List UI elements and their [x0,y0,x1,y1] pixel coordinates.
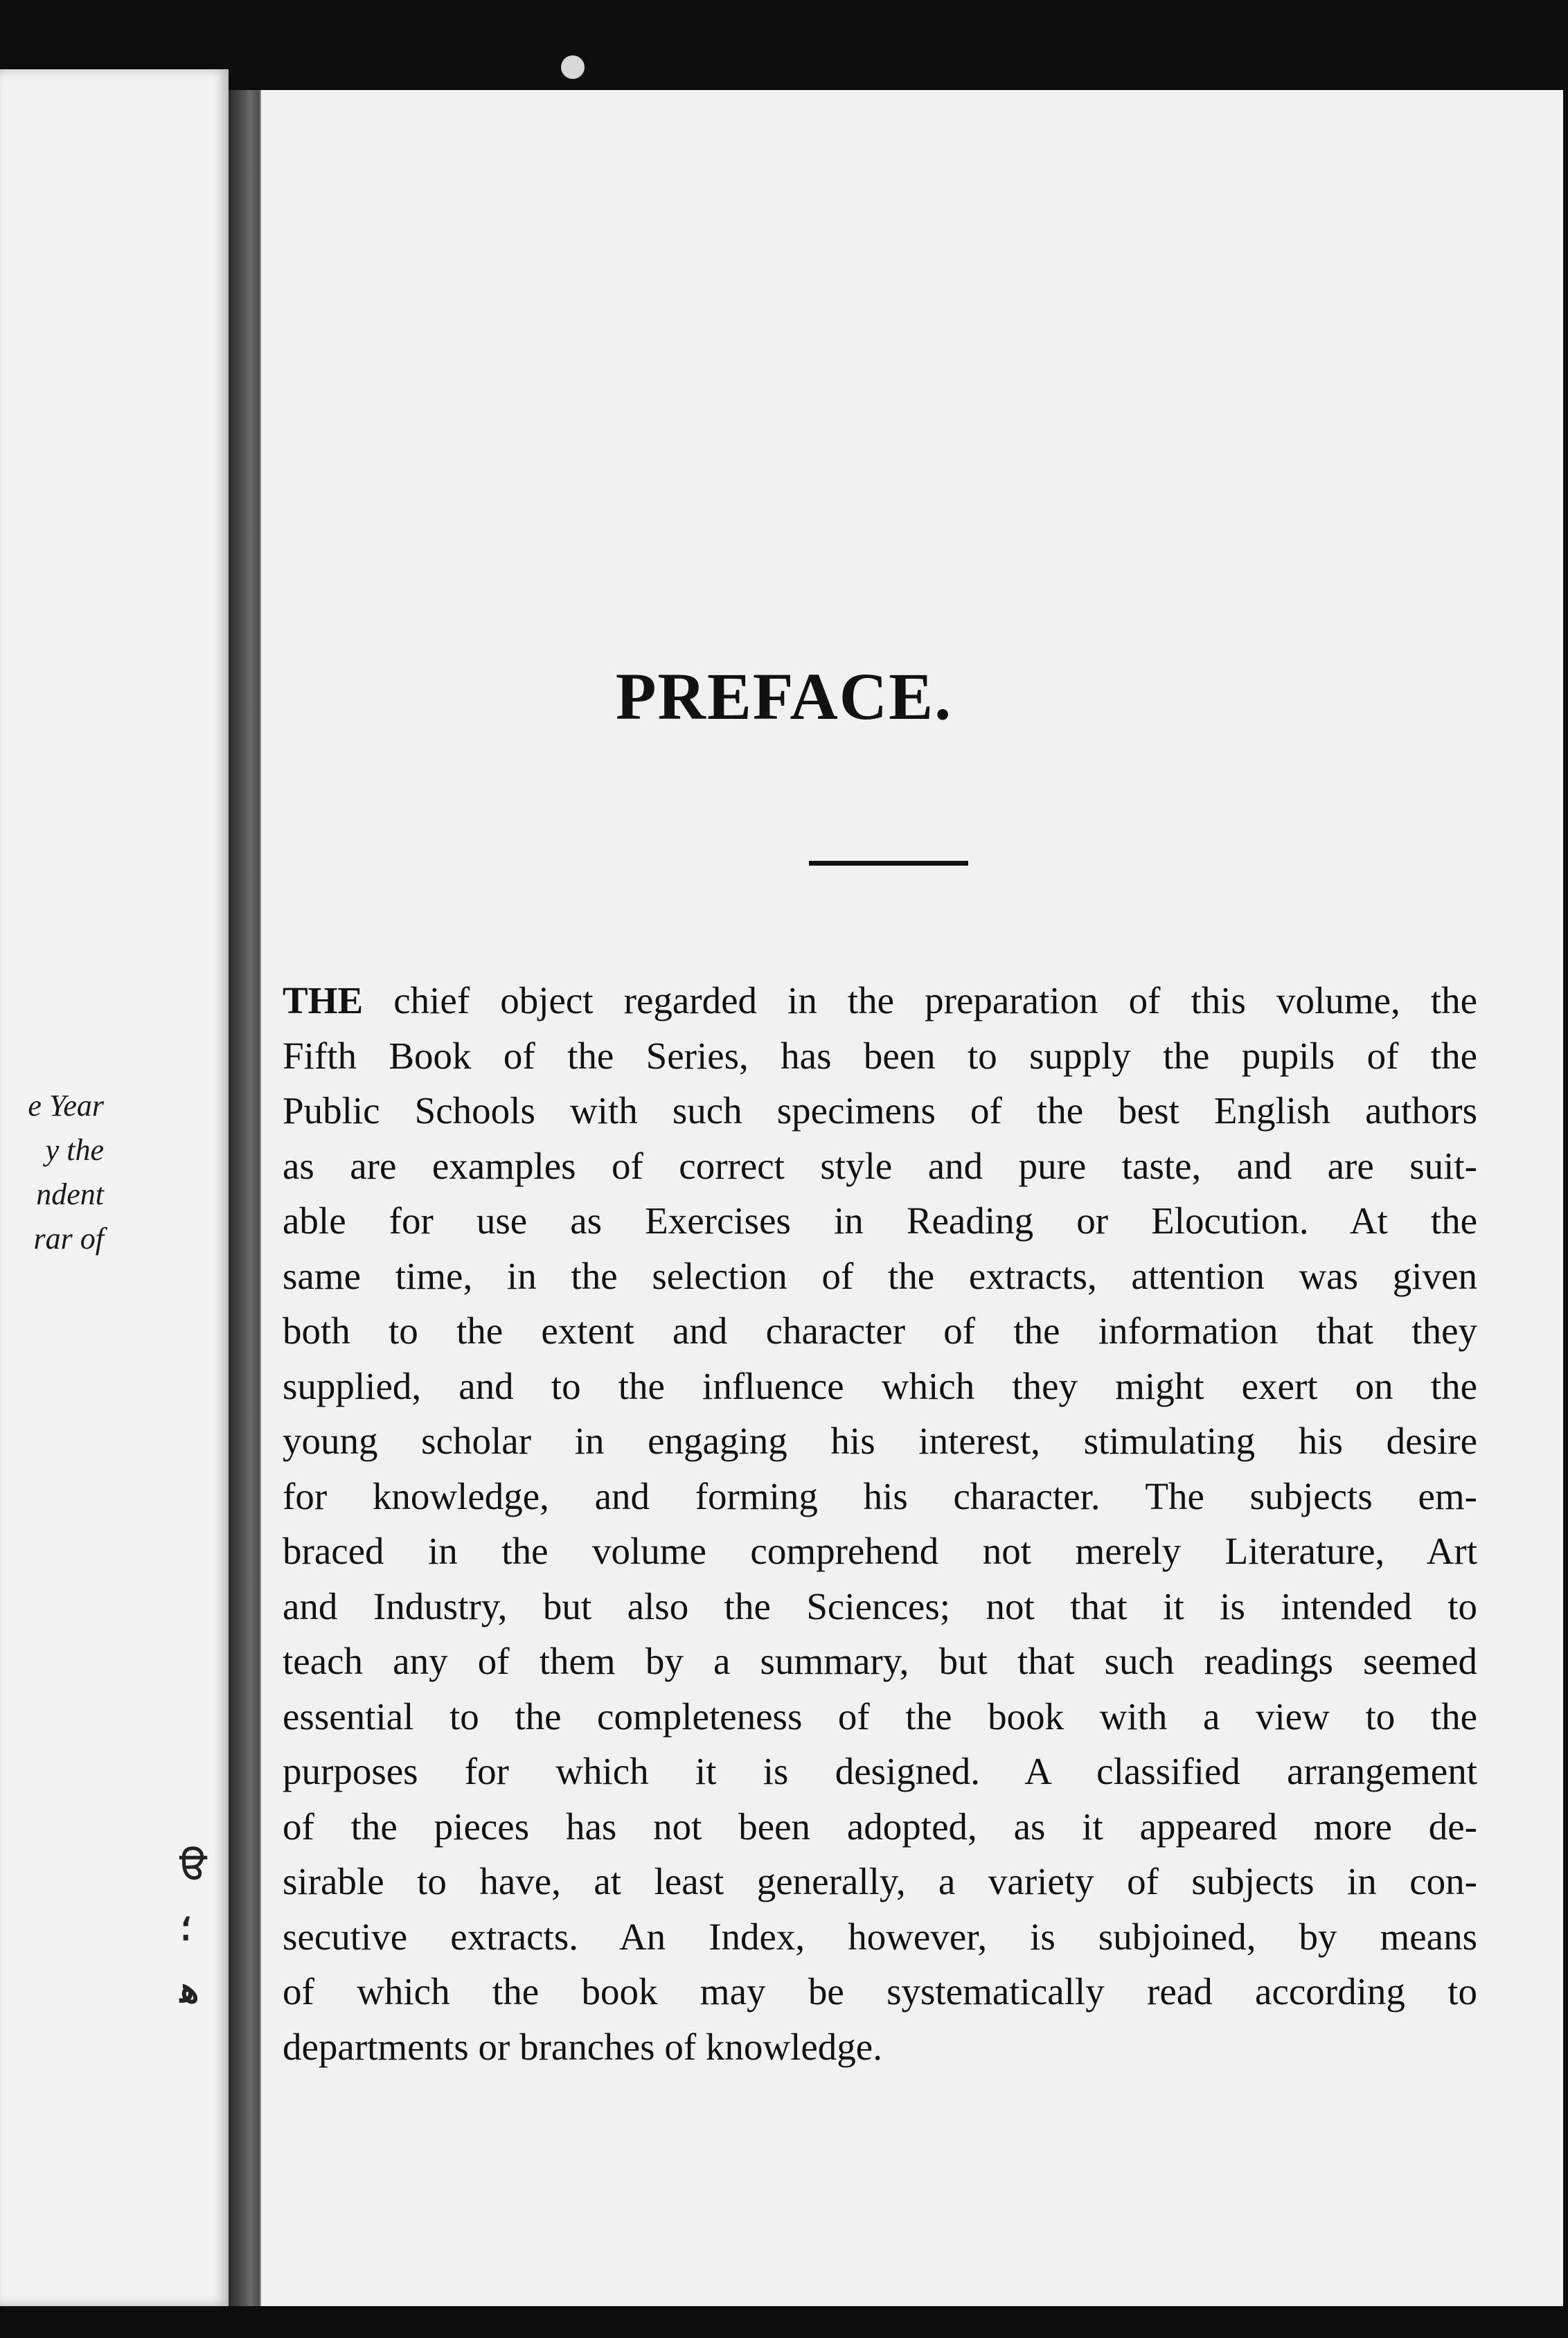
margin-line: ndent [36,1177,104,1211]
text-line: able for use as Exercises in Reading or Elocution. At the [283,1199,1477,1242]
spine-mark: ੳ [180,1846,206,1886]
text-line: sirable to have, at least generally, a variety of subjects in con- [283,1860,1477,1902]
title-rule [809,861,968,866]
text-line: of which the book may be systematically read according to [283,1970,1477,2013]
dust-spot [561,55,585,79]
text-line: Public Schools with such specimens of the best English authors [283,1089,1477,1132]
text-line: young scholar in engaging his interest, stimulating his desire [283,1420,1477,1462]
spine-mark: ؛ [180,1909,192,1948]
margin-line: y the [45,1133,104,1167]
spine-mark: ﻫ [180,1971,199,2010]
drop-word: THE [283,979,364,1021]
text-line: as are examples of correct style and pure taste, and are suit- [283,1144,1477,1187]
text-line: THE chief object regarded in the preparation of this volume, the [283,979,1477,1021]
text-line: departments or branches of knowledge. [283,2025,882,2068]
spine-marks [180,1835,206,2022]
text-line: of the pieces has not been adopted, as it appeared more de- [283,1805,1477,1848]
text-line: teach any of them by a summary, but that such readings seemed [283,1640,1477,1682]
page-title: PREFACE. [615,659,953,733]
margin-line: rar of [33,1222,104,1256]
text-line: for knowledge, and forming his character. The subjects em- [283,1474,1477,1517]
text-line: Fifth Book of the Series, has been to supply the pupils of the [283,1034,1477,1077]
text-line: braced in the volume comprehend not merely Literature, Art [283,1530,1477,1572]
preface-paragraph [283,973,1477,2074]
text-line: both to the extent and character of the information that they [283,1310,1477,1352]
text-line: same time, in the selection of the extracts, attention was given [283,1254,1477,1297]
text-line: purposes for which it is designed. A classified arrangement [283,1750,1477,1792]
text-line: and Industry, but also the Sciences; not that it is intended to [283,1585,1477,1627]
text-line: secutive extracts. An Index, however, is subjoined, by means [283,1915,1477,1958]
text-line: supplied, and to the influence which they might exert on the [283,1364,1477,1407]
left-page-margin-text [0,1084,104,1261]
text-line: essential to the completeness of the book with a view to the [283,1695,1477,1738]
margin-line: e Year [28,1089,104,1123]
